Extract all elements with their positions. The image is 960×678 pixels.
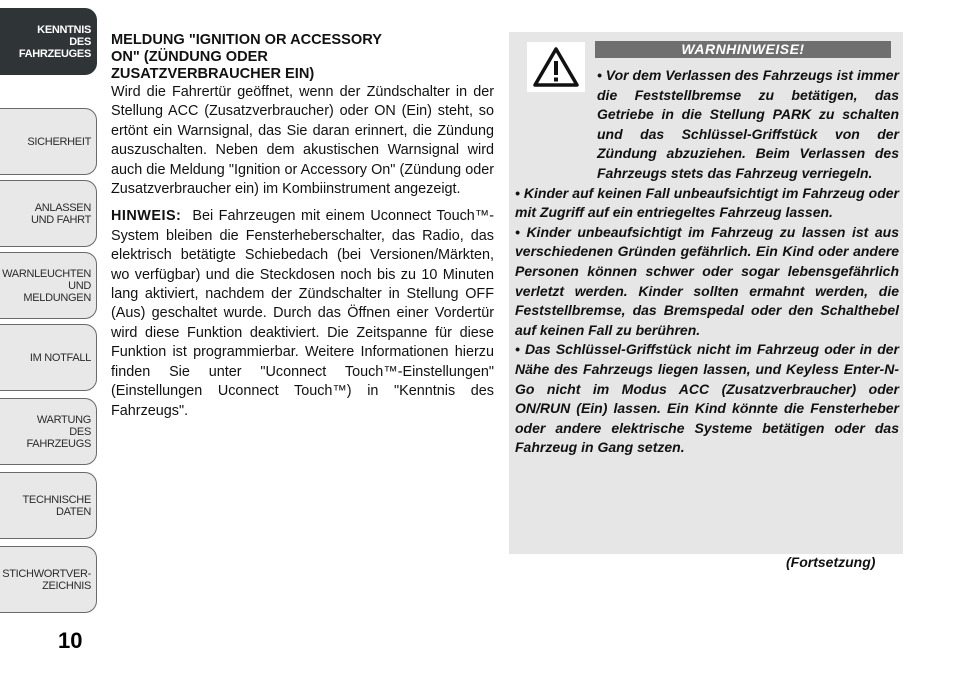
tab-label-line: ZEICHNIS	[42, 579, 91, 592]
tab-warnleuchten-und-meldungen[interactable]	[0, 252, 97, 319]
tab-label-line: UND FAHRT	[30, 213, 91, 226]
warning-bullet: • Kinder auf keinen Fall unbeaufsichtigt im Fahrzeug oder mit Zugriff auf ein entriegeltes Fahrzeug lassen.	[515, 184, 899, 221]
warning-bullet: • Vor dem Verlassen des Fahrzeugs ist immer die Feststellbremse zu betätigen, das Getriebe in die Stellung PARK zu schalten und das Schlüssel-Griffstück von der Zündung abzuziehen. Beim Verlassen des Fahrzeugs stets das Fahrzeug verriegeln.	[597, 67, 899, 181]
tab-wartung-des-fahrzeugs[interactable]	[0, 398, 97, 465]
continuation-note: (Fortsetzung)	[786, 554, 876, 570]
body-paragraph: Wird die Fahrertür geöffnet, wenn der Zündschalter in der Stellung ACC (Zusatzverbraucher) oder ON (Ein) steht, so ertönt ein Warnsignal, das Sie daran erinnert, die Zündung auszuschalten. Neben dem akustischen Warnsignal wird auch die Meldung "Ignition or Accessory On" (Zündung oder Zusatzverbraucher ein) im Kombiinstrument angezeigt.	[111, 84, 494, 198]
tab-label-line: SICHERHEIT	[27, 135, 91, 148]
tab-label-line: ANLASSEN	[34, 201, 91, 214]
warning-box	[509, 32, 903, 554]
tab-anlassen-und-fahrt[interactable]	[0, 180, 97, 247]
tab-label-line: WARTUNG	[36, 413, 91, 426]
section-heading	[111, 32, 494, 83]
tab-kenntnis-des-fahrzeuges[interactable]	[0, 8, 97, 75]
warning-bullet: • Kinder unbeaufsichtigt im Fahrzeug zu lassen ist aus verschiedenen Gründen gefährlich. Ein Kind oder andere Personen können schwer oder sogar lebensgefährlich verletzt werden. Kinder sollten ermahnt werden, die Feststellbremse, das Bremspedal oder den Schalthebel auf keinen Fall zu berühren.	[515, 223, 899, 338]
warning-bullet: • Das Schlüssel-Griffstück nicht im Fahrzeug oder in der Nähe des Fahrzeugs liegen lassen, und Keyless Enter-N-Go nicht im Modus ACC (Zusatzverbraucher) oder ON/RUN (Ein) lassen. Ein Kind könnte die Fensterheber oder andere elektrische Systeme betätigen oder das Fahrzeug in Gang setzen.	[515, 341, 899, 456]
note-label: HINWEIS:	[111, 208, 182, 225]
tab-label-line: KENNTNIS	[37, 23, 91, 36]
heading-line: ON" (ZÜNDUNG ODER	[111, 49, 268, 65]
note-text: Bei Fahrzeugen mit einem Uconnect Touch™-System bleiben die Fensterheberschalter, das Radio, das elektrisch betätigte Schiebedach (bei Versionen/Märkten, wo verfügbar) und die Steckdosen noch bis zu 10 Minuten lang aktiviert, nachdem der Zündschalter in Stellung OFF (Aus) geschaltet wurde. Durch das Öffnen einer Vordertür wird diese Funktion deaktiviert. Die Zeitspanne für diese Funktion ist programmierbar. Weitere Informationen hierzu finden Sie unter "Uconnect Touch™-Einstellungen" (Einstellungen Uconnect Touch™) in "Kenntnis des Fahrzeugs".	[111, 208, 494, 419]
page-number: 10	[58, 628, 83, 653]
tab-label-line: UND	[68, 279, 91, 292]
tab-label-line: MELDUNGEN	[23, 291, 91, 304]
tab-label-line: IM NOTFALL	[29, 351, 91, 364]
heading-line: MELDUNG "IGNITION OR ACCESSORY	[111, 32, 382, 48]
main-text-column	[111, 32, 494, 429]
tab-sicherheit[interactable]	[0, 108, 97, 175]
tab-label-line: DES	[69, 425, 91, 438]
tab-label-line: TECHNISCHE	[22, 493, 91, 506]
tab-label-line: WARNLEUCHTEN	[2, 267, 91, 280]
tab-im-notfall[interactable]	[0, 324, 97, 391]
tab-label-line: FAHRZEUGES	[18, 47, 91, 60]
heading-line: ZUSATZVERBRAUCHER EIN)	[111, 66, 315, 82]
tab-label-line: DES	[69, 35, 91, 48]
tab-label-line: DATEN	[56, 505, 91, 518]
note-paragraph	[111, 207, 494, 420]
tab-label-line: FAHRZEUGS	[26, 437, 91, 450]
warning-title: WARNHINWEISE!	[595, 41, 891, 58]
tab-technische-daten[interactable]	[0, 472, 97, 539]
warning-text	[515, 66, 899, 458]
tab-stichwortverzeichnis[interactable]	[0, 546, 97, 613]
tab-label-line: STICHWORTVER-	[2, 567, 91, 580]
